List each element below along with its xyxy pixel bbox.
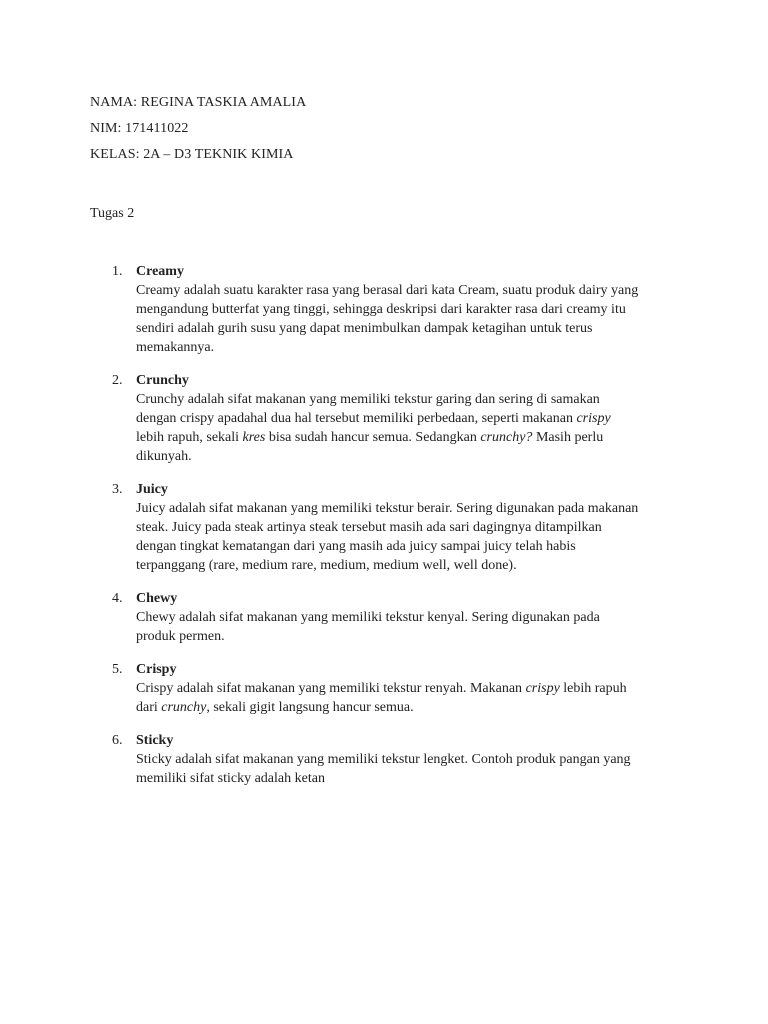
list-item-content [136, 589, 692, 646]
list-item-title: Juicy [136, 482, 168, 497]
text-segment: terpanggang (rare, medium rare, medium, medium well, well done). [136, 558, 517, 573]
text-segment: Chewy adalah sifat makanan yang memiliki tekstur kenyal. Sering digunakan pada [136, 610, 600, 625]
italic-term: crunchy? [480, 430, 533, 445]
italic-term: crispy [576, 411, 611, 426]
list-item-number: 5. [112, 662, 123, 677]
description-line [136, 679, 692, 698]
list-item-title: Chewy [136, 591, 178, 606]
description-line [136, 627, 692, 646]
text-segment: produk permen. [136, 629, 225, 644]
list-item-title: Crispy [136, 662, 177, 677]
list-item-number: 1. [112, 264, 123, 279]
text-segment: memiliki sifat sticky adalah ketan [136, 771, 325, 786]
list-item-number: 2. [112, 373, 123, 388]
description-line [136, 281, 692, 300]
list-item-content [136, 660, 692, 717]
text-segment: dari [136, 700, 162, 715]
description-line [136, 499, 692, 518]
italic-term: crispy [525, 681, 560, 696]
description-line [136, 319, 692, 338]
description-line [136, 409, 692, 428]
student-nim: NIM: 171411022 [90, 121, 189, 136]
numbered-list [112, 262, 692, 802]
text-segment: memakannya. [136, 340, 215, 355]
description-line [136, 537, 692, 556]
description-line [136, 390, 692, 409]
list-item-title: Creamy [136, 264, 184, 279]
text-segment: steak. Juicy pada steak artinya steak tersebut masih ada sari dagingnya ditampilkan [136, 520, 602, 535]
description-line [136, 300, 692, 319]
italic-term: kres [242, 430, 266, 445]
text-segment: Juicy adalah sifat makanan yang memiliki tekstur berair. Sering digunakan pada makanan [136, 501, 639, 516]
description-line [136, 769, 692, 788]
text-segment: Sticky adalah sifat makanan yang memiliki tekstur lengket. Contoh produk pangan yang [136, 752, 631, 767]
list-item-content [136, 480, 692, 575]
list-item [112, 371, 692, 466]
list-item [112, 731, 692, 788]
text-segment: mengandung butterfat yang tinggi, sehingga deskripsi dari karakter rasa dari creamy itu [136, 302, 626, 317]
description-line [136, 556, 692, 575]
list-item-title: Crunchy [136, 373, 189, 388]
student-class: KELAS: 2A – D3 TEKNIK KIMIA [90, 147, 294, 162]
text-segment: dikunyah. [136, 449, 192, 464]
text-segment: dengan crispy apadahal dua hal tersebut memiliki perbedaan, seperti makanan [136, 411, 577, 426]
list-item [112, 589, 692, 646]
text-segment: Crispy adalah sifat makanan yang memiliki tekstur renyah. Makanan [136, 681, 526, 696]
text-segment: lebih rapuh, sekali [136, 430, 243, 445]
description-line [136, 608, 692, 627]
student-name: NAMA: REGINA TASKIA AMALIA [90, 95, 307, 110]
description-line [136, 428, 692, 447]
text-segment: lebih rapuh [559, 681, 627, 696]
text-segment: , sekali gigit langsung hancur semua. [206, 700, 414, 715]
list-item [112, 480, 692, 575]
text-segment: bisa sudah hancur semua. Sedangkan [265, 430, 481, 445]
text-segment: dengan tingkat kematangan dari yang masih ada juicy sampai juicy telah habis [136, 539, 576, 554]
assignment-title: Tugas 2 [90, 206, 135, 221]
text-segment: Crunchy adalah sifat makanan yang memiliki tekstur garing dan sering di samakan [136, 392, 600, 407]
description-line [136, 447, 692, 466]
description-line [136, 338, 692, 357]
list-item-title: Sticky [136, 733, 174, 748]
list-item-number: 6. [112, 733, 123, 748]
description-line [136, 698, 692, 717]
text-segment: Masih perlu [532, 430, 604, 445]
description-line [136, 518, 692, 537]
list-item-number: 4. [112, 591, 123, 606]
description-line [136, 750, 692, 769]
text-segment: Creamy adalah suatu karakter rasa yang berasal dari kata Cream, suatu produk dairy yang [136, 283, 639, 298]
student-info [90, 93, 306, 171]
list-item-content [136, 371, 692, 466]
italic-term: crunchy [161, 700, 207, 715]
list-item-content [136, 731, 692, 788]
list-item-content [136, 262, 692, 357]
text-segment: sendiri adalah gurih susu yang dapat menimbulkan dampak ketagihan untuk terus [136, 321, 593, 336]
list-item [112, 262, 692, 357]
list-item [112, 660, 692, 717]
list-item-number: 3. [112, 482, 123, 497]
